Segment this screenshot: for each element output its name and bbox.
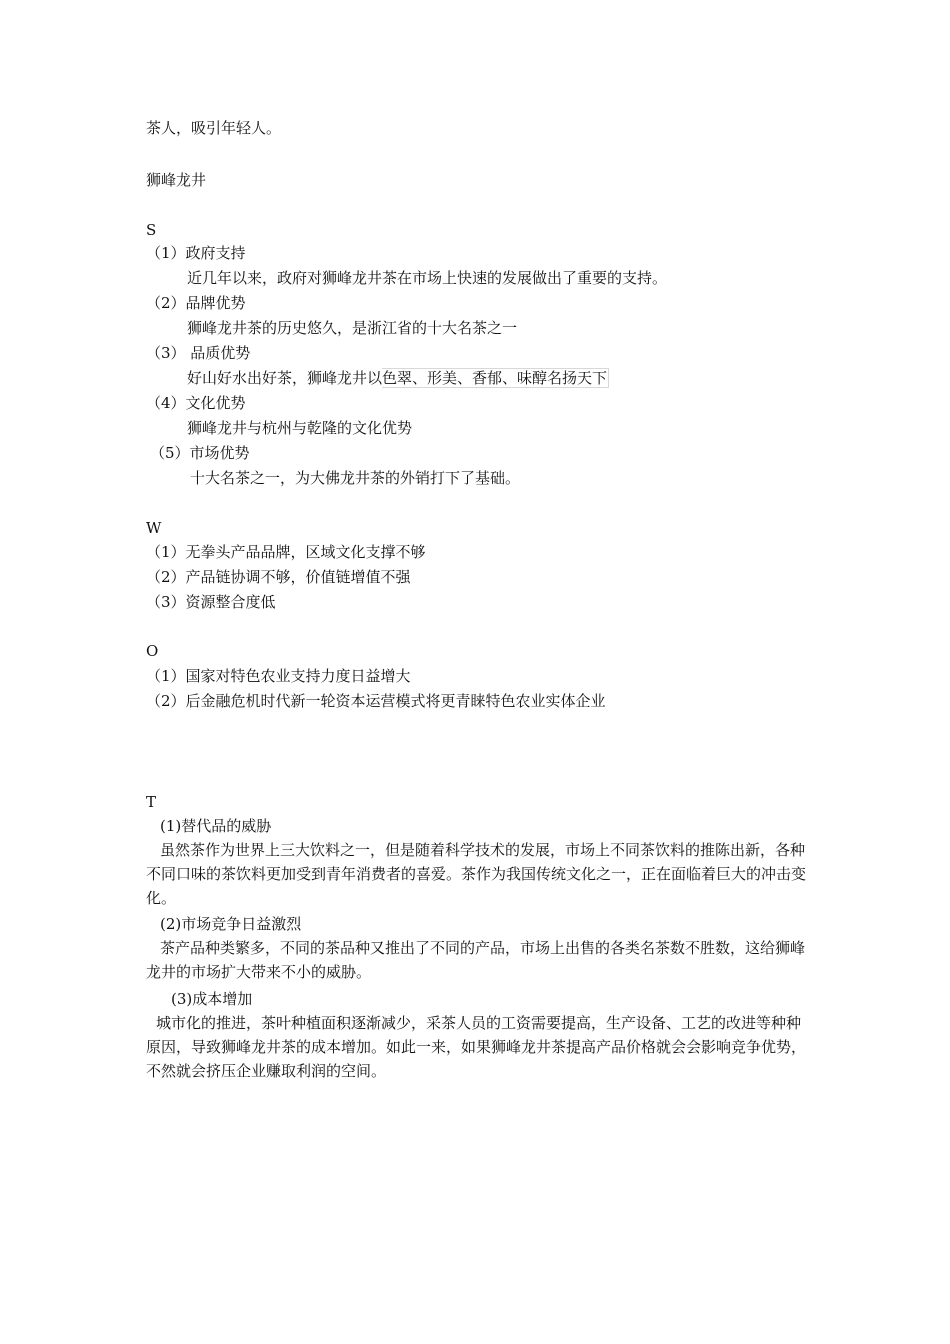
- t-item-3-heading: (3)成本增加: [171, 990, 253, 1008]
- t-item-1-heading: (1)替代品的威胁: [160, 817, 272, 835]
- t-item-1-body: 虽然茶作为世界上三大饮料之一，但是随着科学技术的发展，市场上不同茶饮料的推陈出新，各种不同口味的茶饮料更加受到青年消费者的喜爱。茶作为我国传统文化之一，正在面临着巨大的冲击变化。: [146, 841, 807, 907]
- section-o-letter: O: [146, 642, 159, 660]
- w-item-3: （3）资源整合度低: [146, 593, 276, 611]
- t-item-3-body: 城市化的推进，茶叶种植面积逐渐减少，采茶人员的工资需要提高，生产设备、工艺的改进等种种原因，导致狮峰龙井茶的成本增加。如此一来，如果狮峰龙井茶提高产品价格就会会影响竞争优势，不然就会挤压企业赚取利润的空间。: [146, 1014, 807, 1080]
- w-item-1: （1）无拳头产品品牌，区域文化支撑不够: [146, 543, 426, 561]
- s-item-3-body: [187, 368, 609, 388]
- s-item-5-heading: （5）市场优势: [150, 444, 250, 462]
- s-item-2-heading: （2）品牌优势: [146, 294, 246, 312]
- s-item-1-heading: （1）政府支持: [146, 244, 246, 262]
- t-item-2-heading: (2)市场竞争日益激烈: [160, 915, 302, 933]
- doc-title: 狮峰龙井: [146, 171, 207, 189]
- s-item-3-heading: （3） 品质优势: [146, 344, 251, 362]
- section-t-letter: T: [146, 793, 157, 811]
- s-item-4-body: 狮峰龙井与杭州与乾隆的文化优势: [187, 419, 413, 437]
- t-item-2-body: 茶产品种类繁多，不同的茶品种又推出了不同的产品，市场上出售的各类名茶数不胜数，这给狮峰龙井的市场扩大带来不小的威胁。: [146, 939, 806, 981]
- intro-tail-text: 茶人，吸引年轻人。: [146, 119, 282, 137]
- section-s-letter: S: [146, 221, 157, 239]
- o-item-2: （2）后金融危机时代新一轮资本运营模式将更青睐特色农业实体企业: [146, 692, 606, 710]
- s-item-5-body: 十大名茶之一，为大佛龙井茶的外销打下了基础。: [190, 469, 521, 487]
- s-item-3-body-a: 好山好水出好茶，狮峰龙井以: [187, 369, 383, 387]
- w-item-2: （2）产品链协调不够，价值链增值不强: [146, 568, 411, 586]
- s-item-1-body: 近几年以来，政府对狮峰龙井茶在市场上快速的发展做出了重要的支持。: [187, 269, 668, 287]
- s-item-2-body: 狮峰龙井茶的历史悠久，是浙江省的十大名茶之一: [187, 319, 518, 337]
- o-item-1: （1）国家对特色农业支持力度日益增大: [146, 667, 411, 685]
- s-item-3-body-highlight: 色翠、形美、香郁、味醇名扬天下: [382, 369, 608, 387]
- section-w-letter: W: [146, 519, 162, 537]
- s-item-4-heading: （4）文化优势: [146, 394, 246, 412]
